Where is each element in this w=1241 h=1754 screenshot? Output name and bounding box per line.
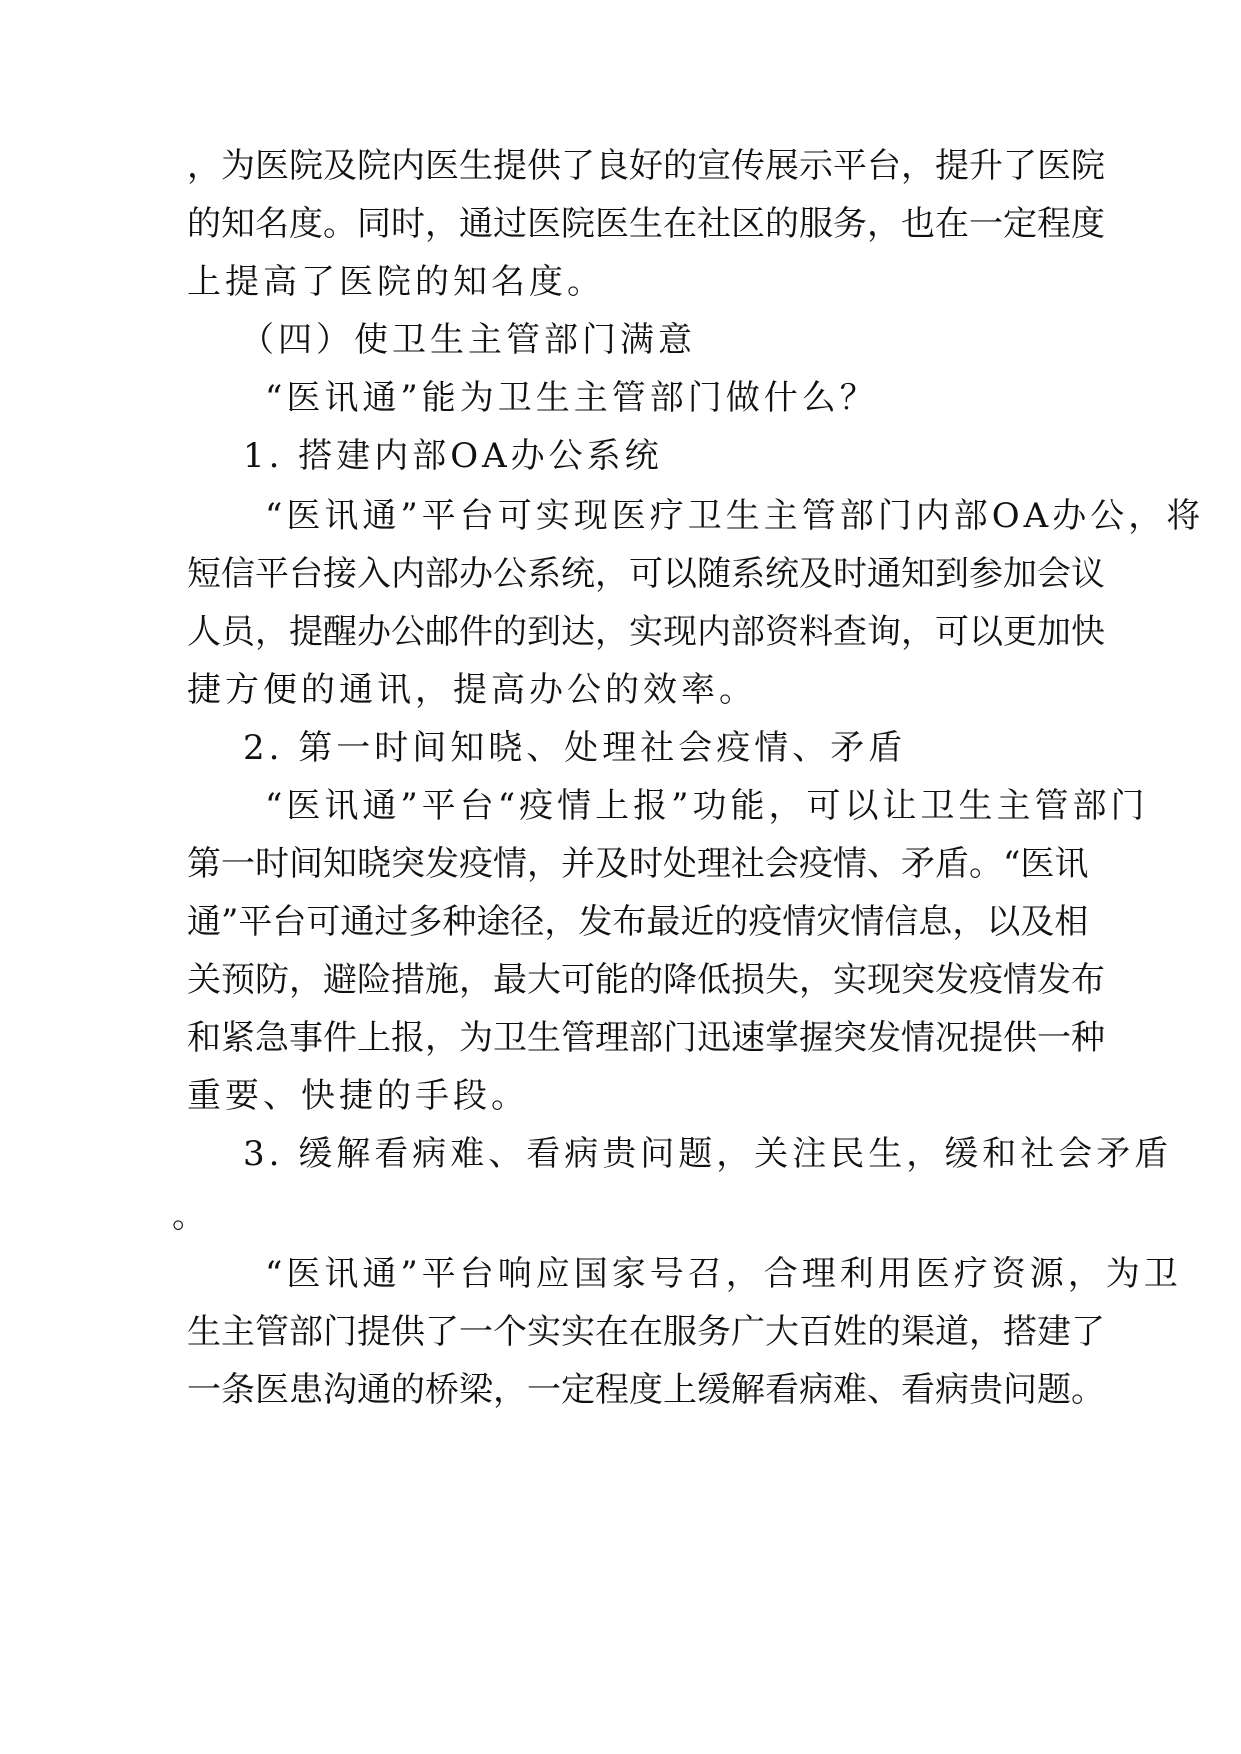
paragraph-line: 捷方便的通讯，提高办公的效率。 xyxy=(187,670,757,710)
subheading-3: 3. 缓解看病难、看病贵问题，关注民生，缓和社会矛盾 xyxy=(243,1134,1173,1174)
paragraph-line: 短信平台接入内部办公系统，可以随系统及时通知到参加会议 xyxy=(187,554,1105,594)
paragraph-line: 通”平台可通过多种途径，发布最近的疫情灾情信息，以及相 xyxy=(187,902,1089,942)
section-heading: （四）使卫生主管部门满意 xyxy=(240,320,696,360)
paragraph-line: 和紧急事件上报，为卫生管理部门迅速掌握突发情况提供一种 xyxy=(187,1018,1105,1058)
paragraph-line: ，为医院及院内医生提供了良好的宣传展示平台，提升了医院 xyxy=(187,146,1105,186)
question-line: “医讯通”能为卫生主管部门做什么？ xyxy=(265,378,878,418)
paragraph-line: “医讯通”平台响应国家号召，合理利用医疗资源，为卫 xyxy=(265,1254,1182,1294)
paragraph-line: “医讯通”平台可实现医疗卫生主管部门内部OA办公，将 xyxy=(265,496,1205,536)
paragraph-line: 第一时间知晓突发疫情，并及时处理社会疫情、矛盾。“医讯 xyxy=(187,844,1089,884)
paragraph-line: 一条医患沟通的桥梁，一定程度上缓解看病难、看病贵问题。 xyxy=(187,1370,1105,1410)
paragraph-line: 关预防，避险措施，最大可能的降低损失，实现突发疫情发布 xyxy=(187,960,1105,1000)
paragraph-line: 。 xyxy=(172,1196,210,1236)
paragraph-line: 上提高了医院的知名度。 xyxy=(187,262,605,302)
paragraph-line: “医讯通”平台“疫情上报”功能，可以让卫生主管部门 xyxy=(265,786,1149,826)
paragraph-line: 的知名度。同时，通过医院医生在社区的服务，也在一定程度 xyxy=(187,204,1105,244)
paragraph-line: 重要、快捷的手段。 xyxy=(187,1076,529,1116)
subheading-1: 1. 搭建内部OA办公系统 xyxy=(243,436,663,476)
paragraph-line: 人员，提醒办公邮件的到达，实现内部资料查询，可以更加快 xyxy=(187,612,1105,652)
subheading-2: 2. 第一时间知晓、处理社会疫情、矛盾 xyxy=(243,728,907,768)
paragraph-line: 生主管部门提供了一个实实在在服务广大百姓的渠道，搭建了 xyxy=(187,1312,1105,1352)
